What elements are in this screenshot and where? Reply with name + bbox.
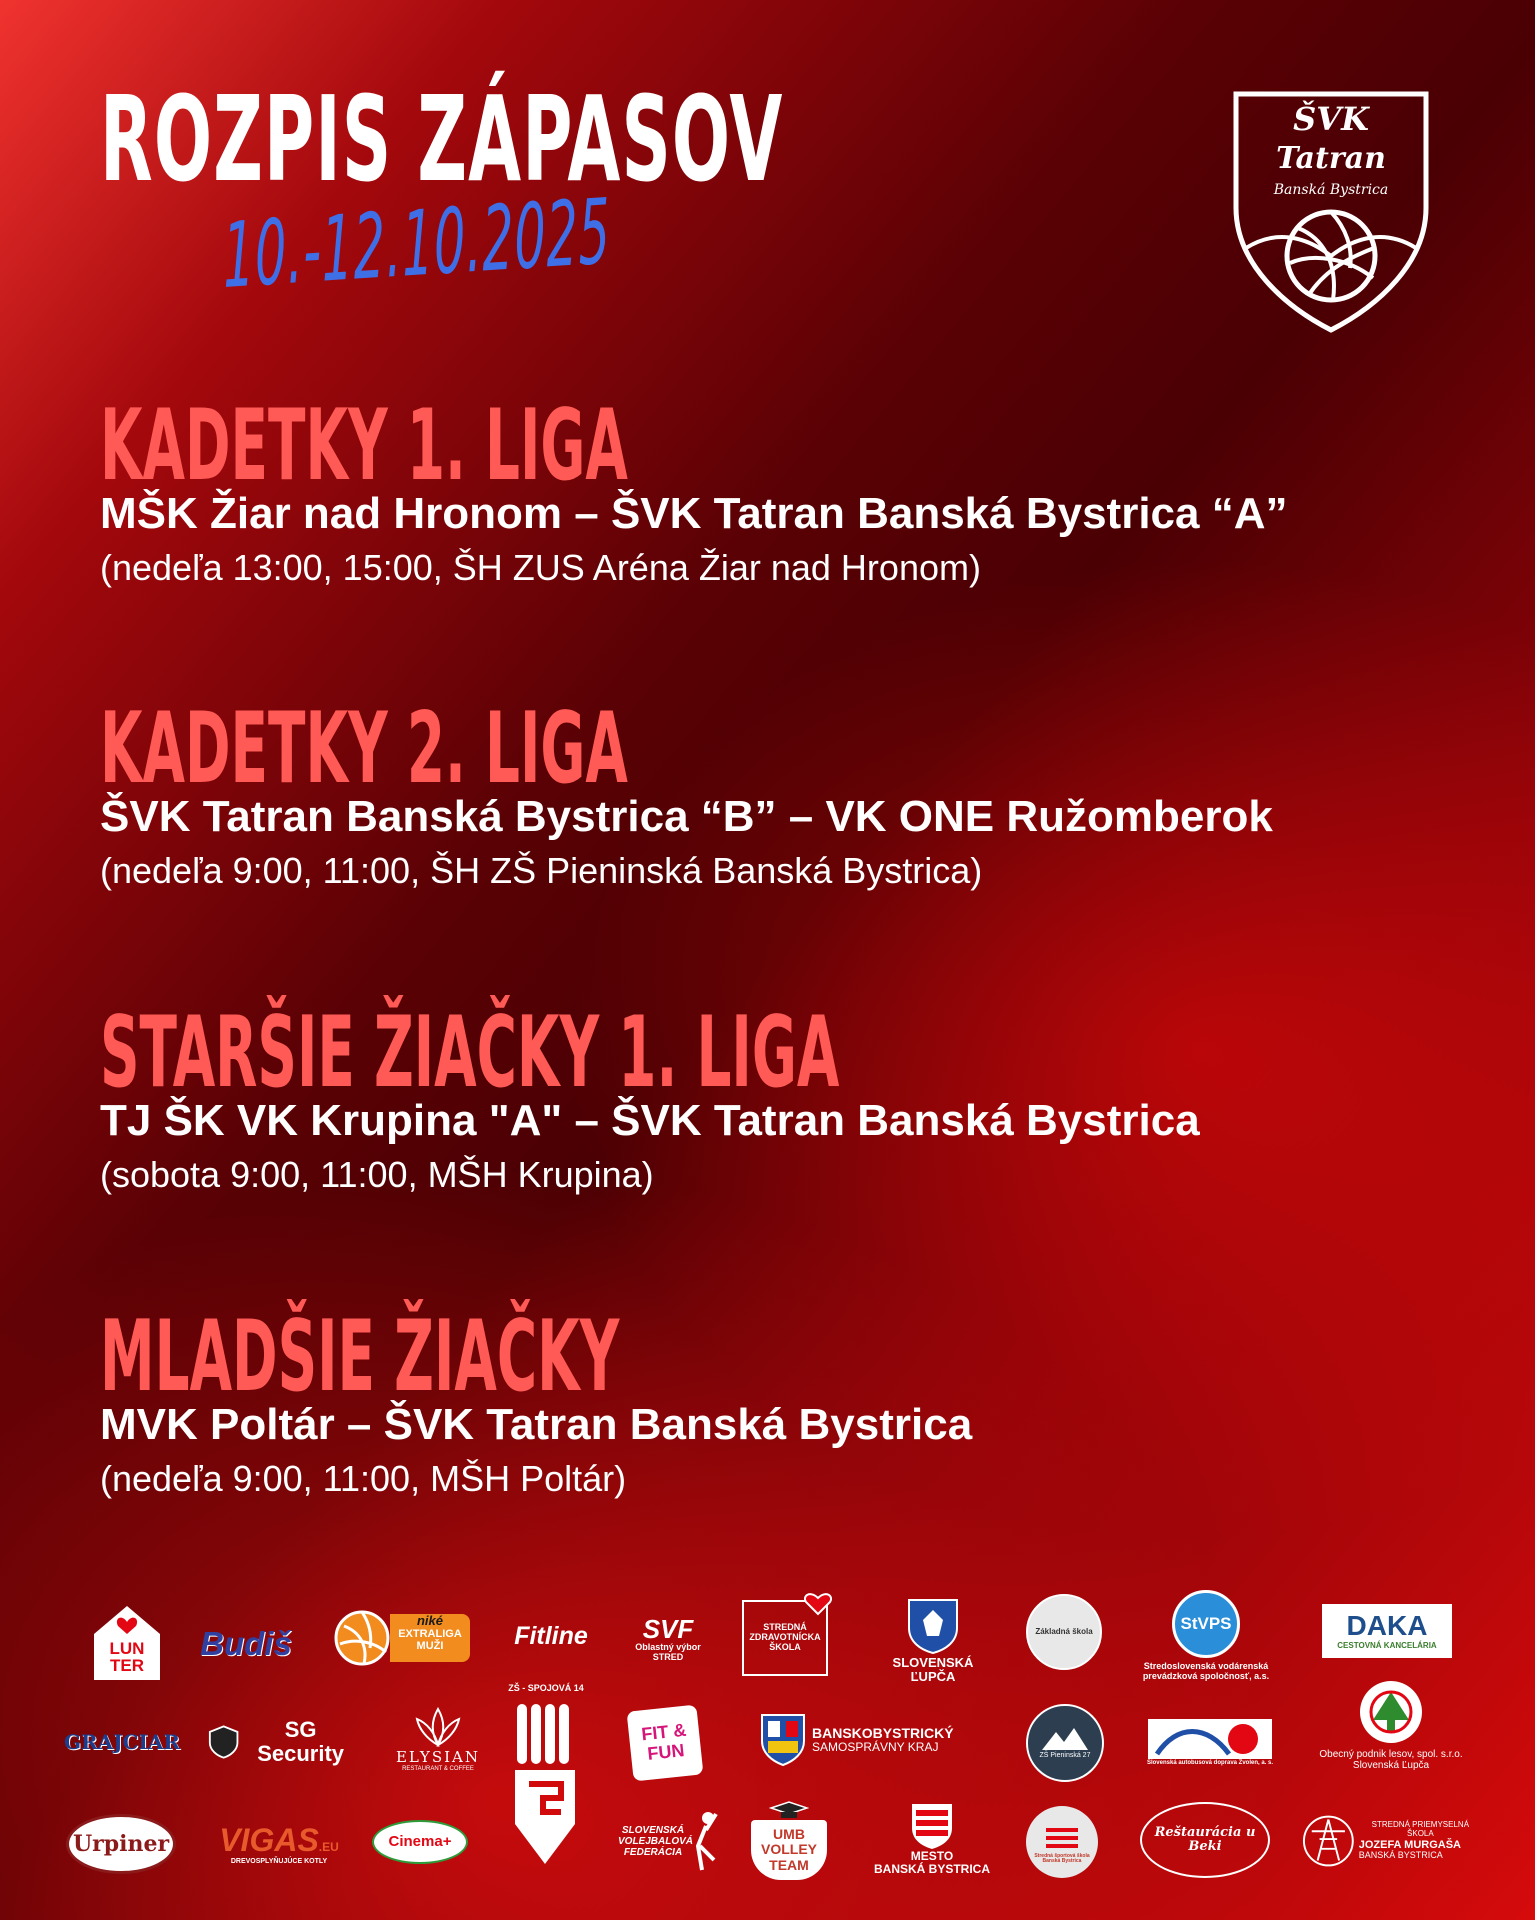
sponsor-urpiner-text: Urpiner bbox=[72, 1830, 170, 1857]
volleyball-player-icon bbox=[688, 1810, 718, 1872]
sponsor-szs bbox=[742, 1600, 828, 1676]
section-mladsie-ziacky bbox=[100, 1300, 1027, 1500]
sponsor-vigas bbox=[212, 1814, 346, 1874]
match-teams: ŠVK Tatran Banská Bystrica “B” – VK ONE Ružomberok bbox=[100, 792, 1273, 841]
match-details: (nedeľa 9:00, 11:00, MŠH Poltár) bbox=[100, 1457, 627, 1499]
sponsor-vigas-eu: .EU bbox=[318, 1839, 339, 1854]
pencil-icon bbox=[513, 1694, 579, 1872]
sponsor-svf-stred bbox=[630, 1606, 706, 1672]
sg-shield-icon bbox=[208, 1723, 239, 1761]
sponsor-svf2-text: SLOVENSKÁ VOLEJBALOVÁ FEDERÁCIA bbox=[618, 1824, 694, 1858]
match-details: (nedeľa 9:00, 11:00, ŠH ZŠ Pieninská Banská Bystrica) bbox=[100, 849, 983, 891]
match-details: (sobota 9:00, 11:00, MŠH Krupina) bbox=[100, 1153, 654, 1195]
sponsor-restauracia-beki bbox=[1140, 1802, 1270, 1878]
sponsor-zs-spojova-text: ZŠ - SPOJOVÁ 14 bbox=[508, 1683, 584, 1693]
lesy-badge bbox=[1360, 1681, 1422, 1743]
sad-bus-logo-icon bbox=[1147, 1718, 1273, 1760]
sponsor-grajciar bbox=[60, 1720, 184, 1764]
logo-text-2: Tatran bbox=[1276, 141, 1386, 176]
sponsor-grajciar-text: GRAJCIAR bbox=[63, 1730, 181, 1754]
sponsor-sss-text: Stredná športová škola Banská Bystrica bbox=[1034, 1852, 1090, 1864]
section-kadetky-1-liga bbox=[100, 389, 1288, 589]
sponsor-zs-pieninska bbox=[1026, 1704, 1104, 1782]
sponsor-lunter bbox=[92, 1604, 162, 1682]
match-details: (nedeľa 13:00, 15:00, ŠH ZUS Aréna Žiar nad Hronom) bbox=[100, 546, 981, 588]
umb-shield bbox=[751, 1820, 827, 1880]
sponsor-lesy-lupca bbox=[1306, 1676, 1476, 1776]
sponsor-elysian bbox=[388, 1694, 488, 1784]
nike-text-1: niké bbox=[416, 1613, 443, 1628]
sponsor-vigas-text: VIGAS bbox=[219, 1821, 319, 1858]
nike-text-3: MUŽI bbox=[416, 1640, 444, 1653]
volleyball-icon bbox=[334, 1610, 390, 1666]
bbsk-text-block bbox=[812, 1726, 954, 1755]
sponsor-umb-text: UMB VOLLEY TEAM bbox=[760, 1825, 817, 1873]
stvps-badge bbox=[1172, 1590, 1240, 1658]
transmission-tower-icon bbox=[1302, 1809, 1355, 1873]
sponsor-svf-text: SVF bbox=[642, 1613, 694, 1644]
bbsk-coat-of-arms-icon bbox=[760, 1713, 806, 1767]
logo-text-3: Banská Bystrica bbox=[1273, 182, 1389, 198]
sponsor-zs-pieninska-text: ZŠ Pieninská 27 bbox=[1039, 1752, 1091, 1760]
sponsor-umb-volley bbox=[746, 1796, 832, 1884]
sponsor-nike-extraliga bbox=[334, 1610, 470, 1666]
section-kadetky-2-liga bbox=[100, 692, 1273, 892]
sponsor-daka bbox=[1322, 1604, 1452, 1658]
sponsor-sg-text: SG Security bbox=[257, 1716, 345, 1766]
date-range: 10.-12.10.2025 bbox=[221, 179, 612, 309]
sponsor-elysian-text: ELYSIAN bbox=[395, 1748, 480, 1767]
sponsor-sad-text: Slovenská autobusová doprava Zvolen, a. s. bbox=[1146, 1759, 1274, 1766]
club-logo bbox=[1228, 88, 1434, 338]
sponsor-svf-federacia bbox=[614, 1804, 722, 1878]
sponsor-szs-text: STREDNÁ ZDRAVOTNÍCKA ŠKOLA bbox=[749, 1622, 821, 1652]
page-title: ROZPIS ZÁPASOV bbox=[100, 70, 784, 208]
sponsor-bbsk-text-1: BANSKOBYSTRICKÝ bbox=[812, 1724, 954, 1741]
sponsor-daka-text: DAKA bbox=[1346, 1610, 1428, 1642]
city-coat-of-arms-icon bbox=[910, 1802, 954, 1850]
match-teams: MŠK Žiar nad Hronom – ŠVK Tatran Banská Bystrica “A” bbox=[100, 489, 1288, 538]
mountains-icon bbox=[1040, 1726, 1090, 1752]
nike-text-2: EXTRALIGA bbox=[398, 1628, 462, 1641]
league-title: KADETKY 1. LIGA bbox=[100, 389, 628, 503]
league-title: STARŠIE ŽIAČKY 1. LIGA bbox=[100, 996, 840, 1110]
sponsor-bbsk-text-2: SAMOSPRÁVNY KRAJ bbox=[812, 1740, 939, 1755]
sponsor-urpiner bbox=[66, 1814, 176, 1874]
match-teams: MVK Poltár – ŠVK Tatran Banská Bystrica bbox=[100, 1400, 973, 1449]
sports-school-icon bbox=[1042, 1820, 1082, 1854]
sponsor-fitfun-text: FIT & FUN bbox=[640, 1719, 688, 1764]
tree-icon bbox=[1369, 1690, 1413, 1734]
sponsor-stvps-sub: Stredoslovenská vodárenská prevádzková spoločnosť, a.s. bbox=[1142, 1661, 1270, 1681]
sponsor-spsjm-text-1: STREDNÁ PRIEMYSELNÁ ŠKOLA bbox=[1371, 1820, 1470, 1838]
sponsor-stvps bbox=[1136, 1588, 1276, 1684]
sponsor-mesto-text-2: BANSKÁ BYSTRICA bbox=[873, 1862, 990, 1876]
sponsor-lunter-text: LUN TER bbox=[109, 1639, 145, 1675]
sponsor-zs-spojova bbox=[508, 1684, 584, 1876]
heart-icon bbox=[804, 1592, 832, 1616]
sponsor-fitline bbox=[502, 1618, 600, 1656]
sponsor-spsjm-text-2: JOZEFA MURGAŠA bbox=[1358, 1838, 1461, 1851]
sponsor-mesto-text-1: MESTO bbox=[910, 1848, 954, 1863]
sponsor-bbsk bbox=[760, 1712, 968, 1768]
coat-of-arms-icon bbox=[907, 1598, 959, 1654]
sponsor-sss-bb bbox=[1026, 1806, 1098, 1878]
nike-label-box bbox=[390, 1614, 470, 1662]
sponsor-daka-sub: CESTOVNÁ KANCELÁRIA bbox=[1337, 1641, 1437, 1650]
sponsor-slovenska-lupca bbox=[878, 1596, 988, 1686]
sponsor-sad-zvolen bbox=[1146, 1712, 1274, 1772]
sponsor-fit-fun bbox=[627, 1705, 704, 1782]
league-title: MLADŠIE ŽIAČKY bbox=[100, 1300, 620, 1414]
sponsor-elysian-sub: RESTAURANT & COFFEE bbox=[402, 1765, 474, 1772]
sponsor-budis-text: Budiš bbox=[200, 1624, 292, 1662]
section-starsie-ziacky bbox=[100, 996, 1420, 1196]
sponsor-fitline-text: Fitline bbox=[514, 1622, 588, 1651]
sponsor-cinema bbox=[372, 1820, 468, 1864]
sponsor-sg-security bbox=[208, 1716, 358, 1766]
sponsor-zs-cinkota-text: Základná škola bbox=[1035, 1626, 1093, 1636]
spsjm-text-block bbox=[1359, 1821, 1482, 1861]
sponsor-spsjm bbox=[1302, 1808, 1482, 1874]
lotus-icon bbox=[413, 1705, 463, 1749]
sponsor-stvps-text: StVPS bbox=[1180, 1613, 1232, 1633]
logo-text-1: ŠVK bbox=[1293, 100, 1369, 138]
sponsor-budis bbox=[190, 1622, 302, 1666]
graduation-cap-icon bbox=[769, 1800, 809, 1820]
sponsor-vigas-sub: DREVOSPLYŇUJÚCE KOTLY bbox=[230, 1857, 328, 1865]
sponsor-mesto-bb bbox=[866, 1796, 998, 1882]
sponsor-svf-sub: Oblastný výbor STRED bbox=[635, 1642, 701, 1663]
league-title: KADETKY 2. LIGA bbox=[100, 692, 628, 806]
sponsor-zs-cinkota bbox=[1026, 1594, 1102, 1670]
match-teams: TJ ŠK VK Krupina "A" – ŠVK Tatran Banská Bystrica bbox=[100, 1096, 1200, 1145]
sponsor-lesy-text: Obecný podnik lesov, spol. s.r.o. Slovenská Ľupča bbox=[1319, 1749, 1463, 1771]
sponsor-lupca-text: SLOVENSKÁ ĽUPČA bbox=[892, 1654, 974, 1684]
sponsor-beki-text: Reštaurácia u Beki bbox=[1154, 1824, 1256, 1854]
sponsor-spsjm-text-3: BANSKÁ BYSTRICA bbox=[1358, 1849, 1443, 1860]
vigas-row bbox=[219, 1823, 339, 1858]
sponsor-cinema-text: Cinema+ bbox=[388, 1832, 452, 1850]
